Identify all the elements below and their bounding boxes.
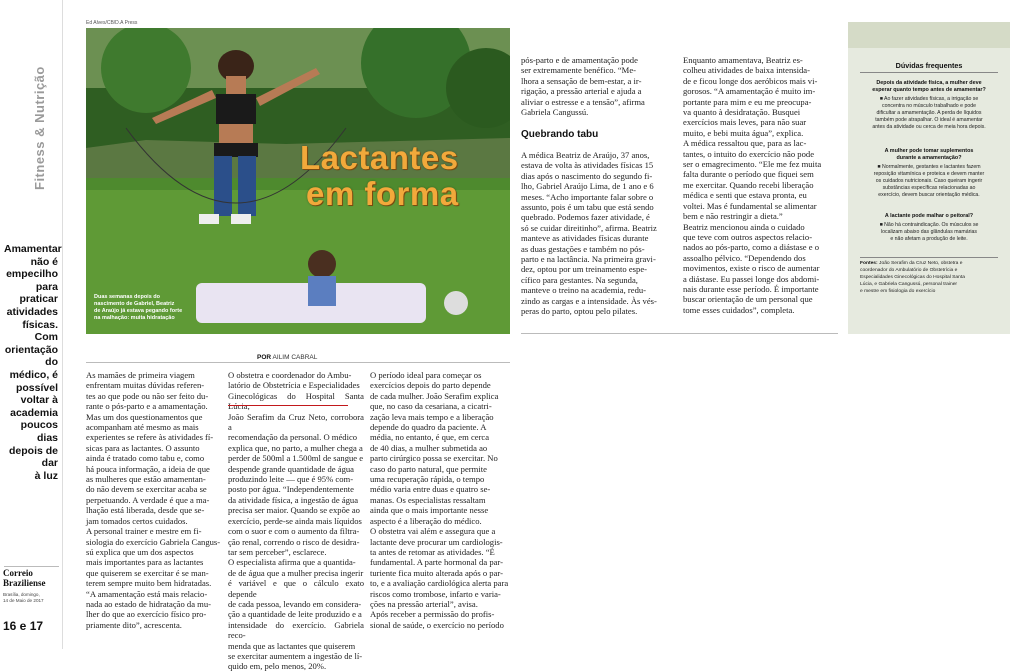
page-numbers: 16 e 17 [3, 619, 44, 633]
faq-title: Dúvidas frequentes [895, 61, 963, 70]
headline-line-2: em forma [306, 175, 459, 212]
subheading: Quebrando tabu [521, 129, 599, 140]
faq-answer-3: ■ Não há contraindicação. Os músculos se localizam abaixo das glândulas mamárias e não afetam a produção de leite. [879, 222, 979, 242]
rail-divider [62, 0, 63, 649]
faq-answer-2: ■ Normalmente, gestantes e lactantes fazem reposição vitamínica e proteica e devem manter os cuidados nutricionais. Caso queiram ingerir substâncias específicas relacionadas ao exercício, devem buscar orientação médica. [873, 164, 985, 198]
article-column-2: O obstetra e coordenador do Ambu- latório de Obstetrícia e Especialidades Ginecológicas do Hospital Santa João Serafim da Cruz Neto, corrobora a recomendação da personal. O médico explica que, no parto, a mulher chega a perder de 500ml a 1.500ml de sangue e despende grande quantidade de água produzindo leite — que é 95% com- posto por água. “Independentemente da atividade física, a ingestão de água precisa ser maior. Quando se expõe ao exercício, perde-se ainda mais líquidos com o suor e com o aumento da filtra- ção renal, correndo o risco de desidra- tar sem perceber”, esclarece. O especialista afirma que a quantida- de de água que a mulher precisa ingerir é variável e que o cálculo exato depende de cada pessoa, levando em considera- ção a quantidade de leite produzido e a intensidade do exercício. Gabriela reco- menda que as lactantes que quiserem se exercitar aumentem a ingestão de lí- quido em, pelo menos, 20%. [228, 370, 364, 672]
sources-label: Fontes: [860, 261, 878, 266]
divider [86, 362, 510, 363]
byline-author: AILIM CABRAL [272, 354, 318, 361]
publication-date: Brasília, domingo, 14 de Maio de 2017 [3, 592, 44, 603]
sources-text: João Serafim da Cruz Neto, obstetra e coordenador do Ambulatório de Obstetrícia e Especialidades Ginecológicas do Hospital Santa Lúcia, e Gabriela Cangussú, personal trainer e mestre em fisiologia do exercício [860, 261, 965, 294]
headline [300, 140, 510, 212]
faq-question-1: Depois da atividade física, a mulher deve esperar quanto tempo antes de amamentar? [872, 80, 986, 93]
faq-divider [860, 72, 998, 73]
faq-question-3: A lactante pode malhar o peitoral? [884, 213, 974, 219]
article-column-4-top: pós-parto e de amamentação pode ser extremamente benéfico. “Me- lhora a sensação de bem-estar, a ir- rigação, a pressão arterial e ajuda a aliviar o estresse e a tensão”, afirma Gabriela Cangussú. [521, 55, 645, 118]
newspaper-logo: Correio Braziliense [3, 568, 46, 588]
faq-answer-1: ■ Ao fazer atividades físicas, a irrigação se concentra no músculo trabalhado e pode dificultar a amamentação. A perda de líquidos também pode atrapalhar. O ideal é amamentar antes da atividade ou cerca de meia hora depois. [872, 96, 986, 130]
faq-header-band [848, 22, 1010, 48]
headline-line-1: Lactantes [300, 139, 459, 176]
photo-caption: Duas semanas depois do nascimento de Gabriel, Beatriz de Araújo já estava pegando forte na malhação: muita hidratação [94, 294, 183, 321]
side-summary: Amamentar não é empecilho para praticar atividades físicas. Com orientação do médico, é possível voltar à academia poucos dias depois de dar à luz [4, 243, 62, 482]
article-column-3: O período ideal para começar os exercícios depois do parto depende de cada mulher. João Serafim explica que, no caso da cesariana, a cicatri- zação leva mais tempo e a liberação depende do quadro da paciente. A média, no entanto, é que, em cerca de 40 dias, a mulher submetida ao parto cirúrgico possa se exercitar. No caso do parto natural, que permite uma recuperação rápida, o tempo médio varia entre duas e quatro se- manas. Os especialistas ressaltam ainda que o mais importante nesse aspecto é a liberação do médico. O obstetra vai além e assegura que a lactante deve procurar um cardiologis- ta antes de retomar as atividades. “É fundamental. A parte hormonal da par- turiente fica muito alterada após o par- to, e a avaliação cardiológica alerta para riscos como trombose, infarto e varia- ções na pressão arterial”, avisa. Após receber a permissão do profis- sional de saúde, o exercício no período [370, 370, 509, 630]
highlight-underline [228, 405, 348, 406]
byline [257, 354, 317, 361]
faq-divider [860, 257, 998, 258]
byline-prefix: POR [257, 354, 272, 361]
article-column-4: A médica Beatriz de Araújo, 37 anos, estava de volta às atividades físicas 15 dias após o nascimento do segundo fi- lho, Gabriel Araújo Lima, de 1 ano e 6 meses. “Acho importante falar sobre o assunto, pois é um tabu que está sendo quebrado. Podemos fazer atividade, é só se cuidar direitinho”, afirma. Beatriz manteve as atividades físicas durante as duas gestações e também no pós- parto e na lactância. Na primeira gravi- dez, optou por um treinamento espe- cífico para gestantes. Na segunda, manteve o treino na academia, redu- zindo as cargas e a intensidade. Às vés- peras do parto, optou pelo pilates. [521, 150, 657, 317]
article-column-1: As mamães de primeira viagem enfrentam muitas dúvidas referen- tes ao que pode ou não ser feito du- rante o pós-parto e a amamentação. Mas um dos questionamentos que acompanham até mesmo as mais experientes se refere às atividades fí- sicas para as lactantes. O assunto ainda é tratado como tabu e, como há pouca informação, a ideia de que as mulheres que estão amamentan- do não devem se exercitar acaba se perpetuando. A verdade é que a ma- lhação está liberada, desde que se- jam tomados certos cuidados. A personal trainer e mestre em fi- siologia do exercício Gabriela Cangus- sú explica que um dos aspectos mais importantes para as lactantes que quiserem se exercitar é se man- terem sempre muito bem hidratadas. “A amamentação está mais relacio- nada ao estado de hidratação da mu- lher do que ao exercício físico pro- priamente dito”, acrescenta. [86, 370, 221, 630]
photo-credit: Ed Alves/CB/D.A Press [86, 20, 138, 26]
divider [4, 566, 59, 567]
divider [521, 333, 838, 334]
faq-sources [860, 261, 998, 296]
faq-question-2: A mulher pode tomar suplementos durante a amamentação? [884, 148, 974, 161]
section-label: Fitness & Nutrição [32, 66, 47, 190]
article-column-5: Enquanto amamentava, Beatriz es- colheu atividades de baixa intensida- de e ficou longe dos aeróbicos mais vi- gorosos. “A amamentação é muito im- portante para mim e eu me preocupa- va quanto à desidratação. Busquei exercícios mais leves, para não suar muito, e bebi muita água”, explica. A médica ressaltou que, para as lac- tantes, o intuito do exercício não pode ser o emagrecimento. “Ele me fez muita falta durante o período que fiquei sem me exercitar. Quando recebi liberação médica e senti que estava pronta, eu voltei. Mas é fundamental se alimentar bem e não restringir a dieta.” Beatriz mencionou ainda o cuidado que teve com outros aspectos relacio- nados ao pós-parto, como a diástase e o assoalho pélvico. “Dependendo dos movimentos, existe o risco de aumentar a diástase. Eu passei longe dos abdomi- nais durante esse período. É importante buscar orientação de um personal que tome esses cuidados”, completa. [683, 55, 822, 315]
